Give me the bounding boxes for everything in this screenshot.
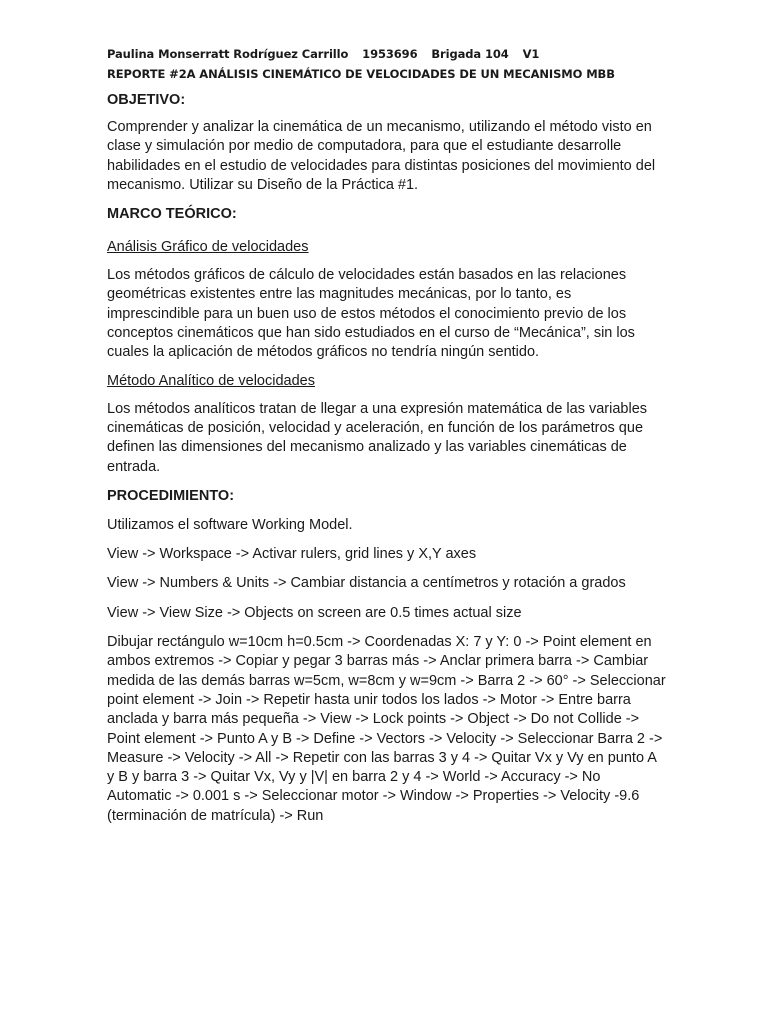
- marco-text-analitico: Los métodos analíticos tratan de llegar a una expresión matemática de las variables cinemáticas de posición, velocidad y aceleración, en función de los parámetros que definen las dimensiones del mecanismo analizado y las variables cinemáticas de entrada.: [107, 400, 648, 475]
- procedimiento-step: View -> View Size -> Objects on screen are 0.5 times actual size: [107, 604, 522, 621]
- author-name: Paulina Monserratt Rodríguez Carrillo: [107, 47, 349, 61]
- procedimiento-step: View -> Workspace -> Activar rulers, grid lines y X,Y axes: [107, 546, 477, 563]
- student-id: 1953696: [362, 47, 418, 61]
- objetivo-text: Comprender y analizar la cinemática de un mecanismo, utilizando el método visto en clase y simulación por medio de computadora, para que el estudiante desarrolle habilidades en el estudio de velocidades para distintas posiciones del movimiento del mecanismo. Utilizar su Diseño de la Práctica #1.: [107, 119, 656, 193]
- procedimiento-step: View -> Numbers & Units -> Cambiar distancia a centímetros y rotación a grados: [107, 575, 626, 592]
- marco-text-grafico: Los métodos gráficos de cálculo de velocidades están basados en las relaciones geométricas existentes entre las magnitudes mecánicas, por lo tanto, es imprescindible para un buen uso de estos métodos el conocimiento previo de los conceptos cinemáticos que han sido estudiados en el curso de “Mecánica”, sin los cuales la aplicación de métodos gráficos no tendría ningún sentido.: [107, 267, 635, 361]
- marco-heading: MARCO TEÓRICO:: [107, 206, 237, 223]
- brigade: Brigada 104: [431, 47, 509, 61]
- marco-subheading-grafico: Análisis Gráfico de velocidades: [107, 239, 309, 256]
- objetivo-heading: OBJETIVO:: [107, 92, 186, 108]
- procedimiento-step: Utilizamos el software Working Model.: [107, 516, 353, 533]
- document-page: [107, 44, 667, 826]
- version: V1: [522, 47, 540, 61]
- marco-subheading-analitico: Método Analítico de velocidades: [107, 372, 315, 389]
- report-title: REPORTE #2A ANÁLISIS CINEMÁTICO DE VELOCIDADES DE UN MECANISMO MBB: [107, 67, 615, 81]
- header-author-line: [107, 44, 667, 64]
- procedimiento-heading: PROCEDIMIENTO:: [107, 487, 235, 504]
- procedimiento-step: Dibujar rectángulo w=10cm h=0.5cm -> Coordenadas X: 7 y Y: 0 -> Point element en ambos extremos -> Copiar y pegar 3 barras más -> Anclar primera barra -> Cambiar medida de las demás barras w=5cm, w=8cm y w=9cm -> Barra 2 -> 60° -> Seleccionar point element -> Join -> Repetir hasta unir todos los lados -> Motor -> Entre barra anclada y barra más pequeña -> View -> Lock points -> Object -> Do not Collide -> Point element -> Punto A y B -> Define -> Vectors -> Velocity -> Seleccionar Barra 2 -> Measure -> Velocity -> All -> Repetir con las barras 3 y 4 -> Quitar Vx y Vy en punto A y B y barra 3 -> Quitar Vx, Vy y |V| en barra 2 y 4 -> World -> Accuracy -> No Automatic -> 0.001 s -> Seleccionar motor -> Window -> Properties -> Velocity -9.6 (terminación de matrícula) -> Run: [107, 634, 666, 824]
